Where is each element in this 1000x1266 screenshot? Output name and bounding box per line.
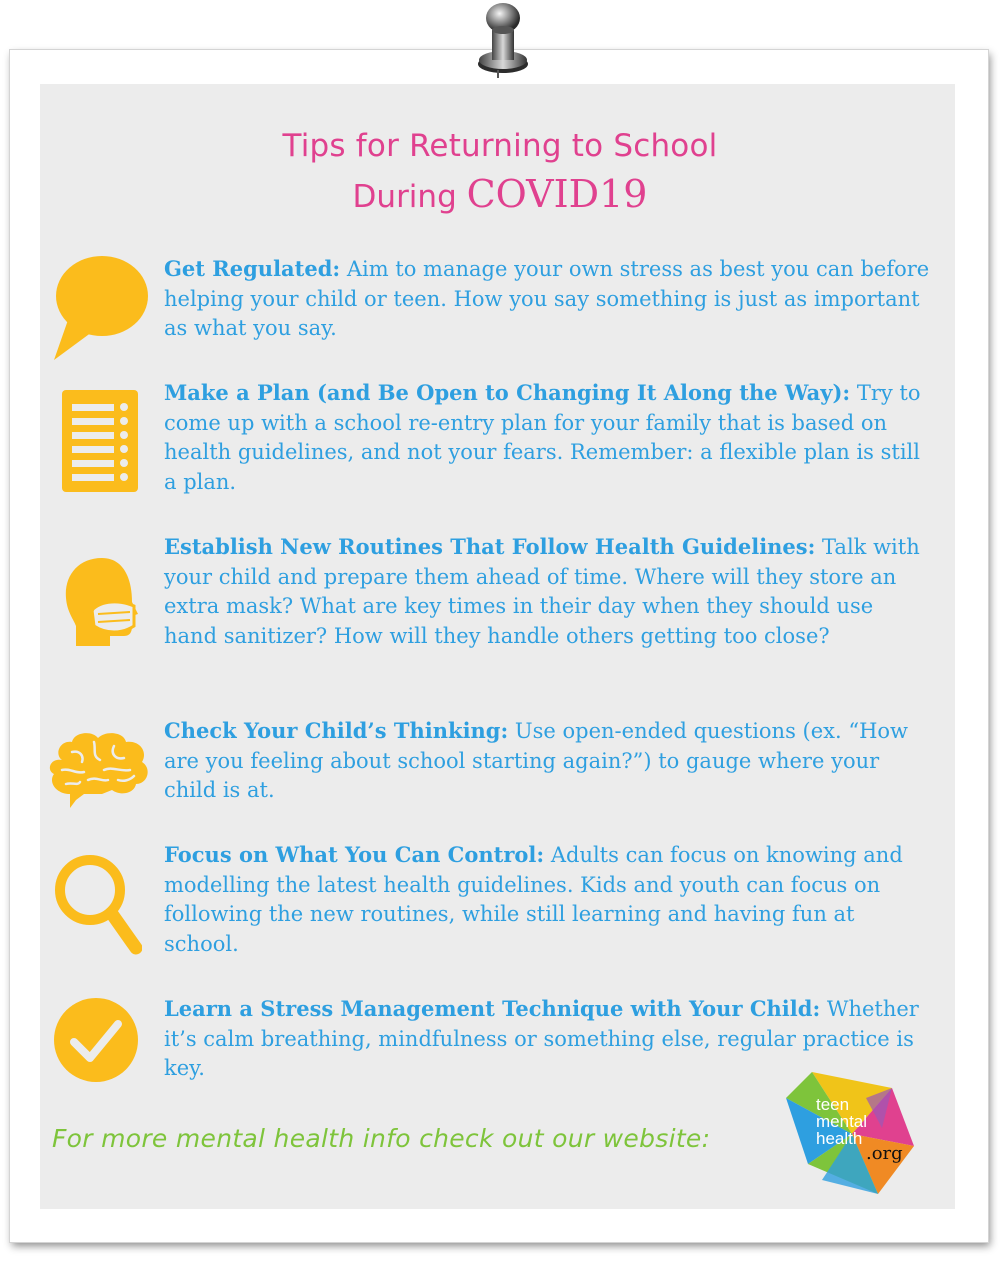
magnifying-glass-icon [52, 852, 142, 956]
footer-website-note: For more mental health info check out our website: [52, 1124, 711, 1153]
tip-check-thinking [164, 716, 932, 806]
tip-make-a-plan [164, 378, 932, 497]
tip-body: Adults can focus on knowing and modelling the latest health guidelines. Kids and youth can focus on following the new routines, while still learning and having fun at school. [164, 843, 903, 956]
checkmark-circle-icon [52, 996, 140, 1084]
tip-establish-routines [164, 532, 932, 651]
tip-heading: Get Regulated: [164, 256, 341, 281]
page-title-line2 [0, 172, 1000, 216]
push-pin-icon [470, 0, 536, 82]
title-prefix: During [352, 179, 467, 215]
logo-line2: mental [816, 1112, 868, 1131]
logo-wordmark [816, 1096, 906, 1147]
tip-heading: Focus on What You Can Control: [164, 842, 545, 867]
tip-body: Whether it’s calm breathing, mindfulness or something else, regular practice is key. [164, 997, 919, 1080]
tip-heading: Check Your Child’s Thinking: [164, 718, 509, 743]
tip-body: Talk with your child and prepare them ahead of time. Where will they store an extra mask? What are key times in their day when they should use hand sanitizer? How will they handle others getting too close? [164, 535, 920, 648]
tip-body: Aim to manage your own stress as best you can before helping your child or teen. How you say something is just as important as what you say. [164, 257, 930, 340]
brain-icon [44, 730, 156, 810]
logo-line3: health [816, 1129, 863, 1148]
title-emphasis: COVID19 [466, 172, 648, 216]
tip-focus-control [164, 840, 932, 959]
tip-heading: Learn a Stress Management Technique with Your Child: [164, 996, 821, 1021]
checklist-icon [62, 390, 140, 494]
page-title-line1: Tips for Returning to School [282, 128, 718, 164]
tip-heading: Make a Plan (and Be Open to Changing It Along the Way): [164, 380, 851, 405]
speech-bubble-icon [50, 254, 150, 362]
face-mask-icon [62, 556, 146, 648]
tip-get-regulated [164, 254, 932, 344]
tip-body: Use open-ended questions (ex. “How are you feeling about school starting again?”) to gauge where your child is at. [164, 719, 909, 802]
tip-body: Try to come up with a school re-entry plan for your family that is based on health guidelines, and not your fears. Remember: a flexible plan is still a plan. [164, 381, 921, 494]
tip-heading: Establish New Routines That Follow Health Guidelines: [164, 534, 816, 559]
logo-line1: teen [816, 1095, 850, 1114]
logo-org-suffix: .org [866, 1143, 903, 1164]
